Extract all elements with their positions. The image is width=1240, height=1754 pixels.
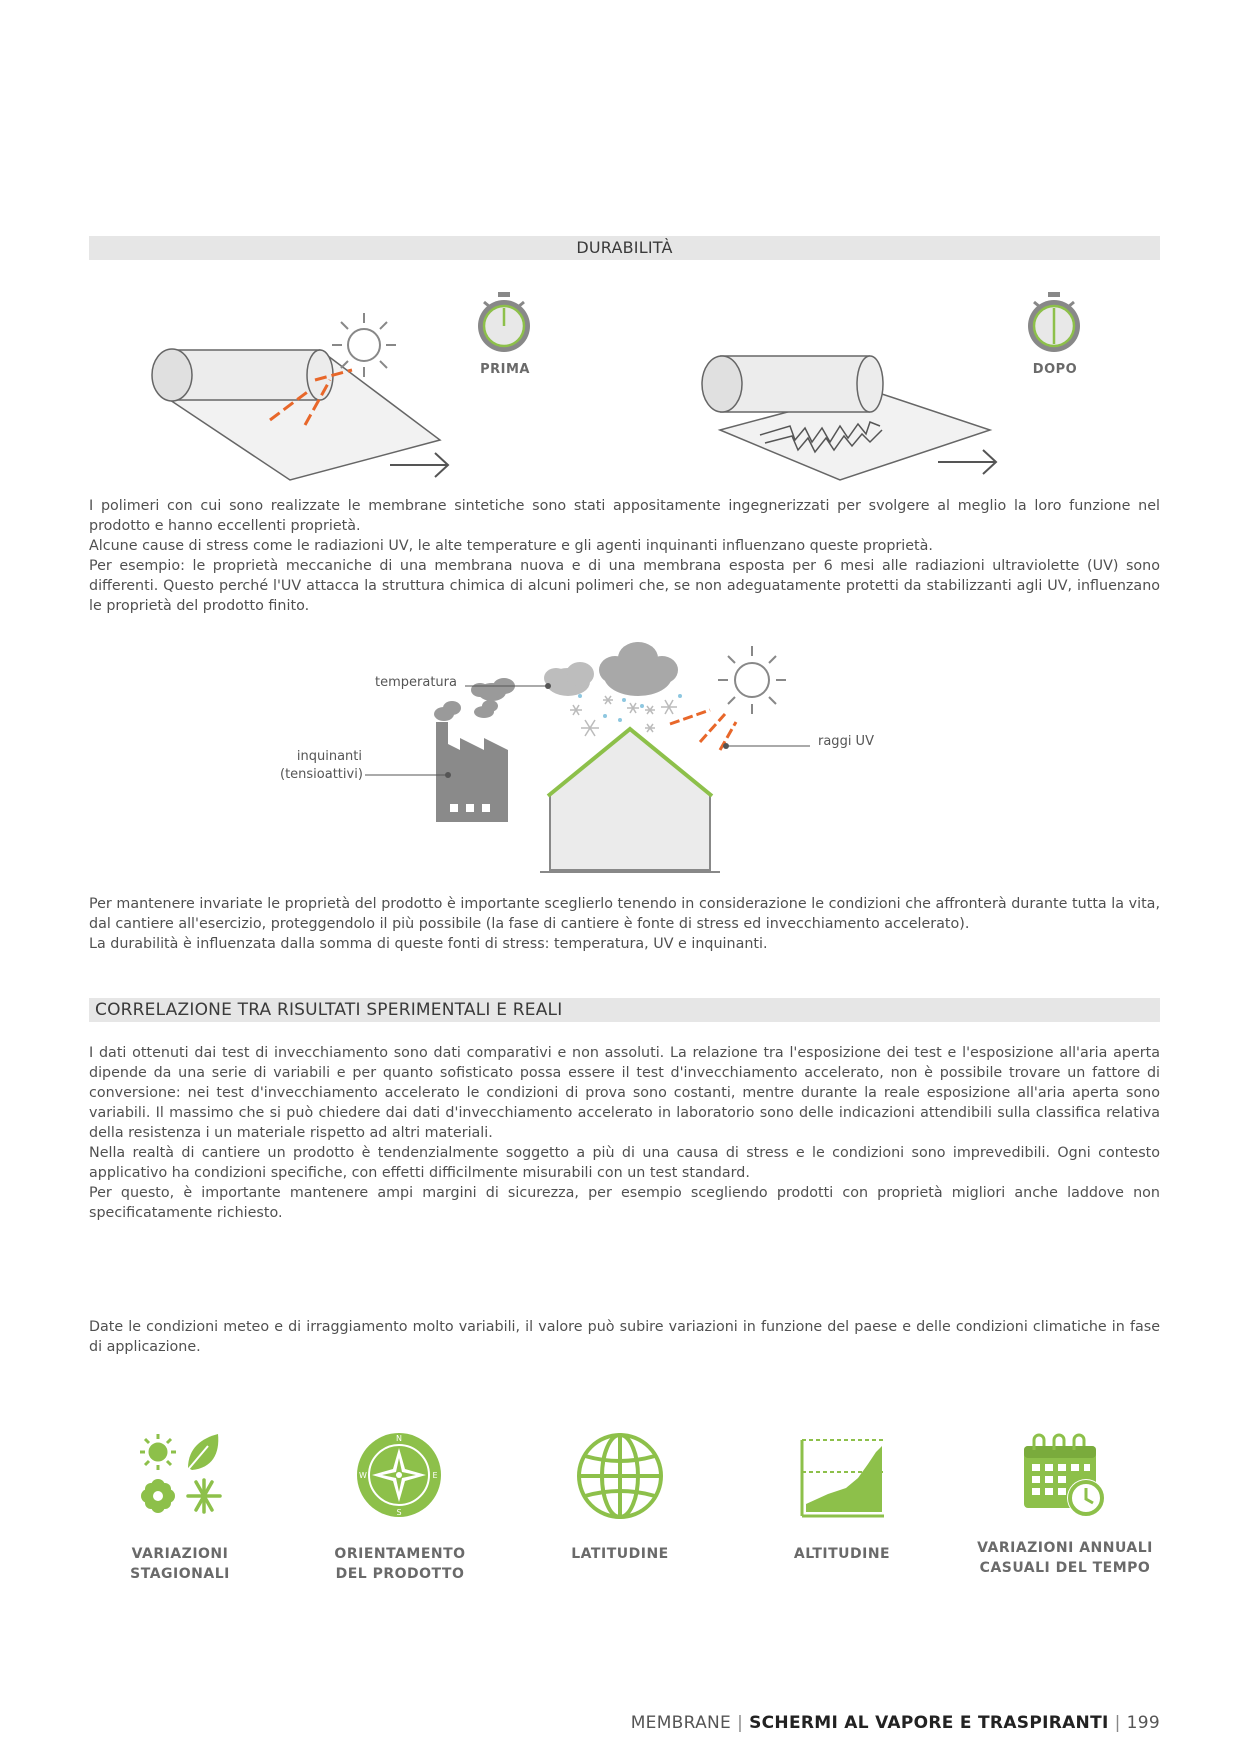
label-line: ORIENTAMENTO [334,1546,466,1562]
temperature-label: temperatura [375,675,457,690]
label-line: STAGIONALI [130,1566,230,1582]
durability-text [89,496,1160,616]
paragraph: I polimeri con cui sono realizzate le membrane sintetiche sono stati appositamente ingegnerizzati per svolgere al meglio la loro funzione nel prodotto e hanno eccellenti proprietà. [89,498,1160,534]
maintenance-text [89,894,1160,954]
label-line: LATITUDINE [571,1546,669,1562]
altitude-chart-icon [800,1438,886,1518]
compass-e: E [432,1471,438,1480]
pollutants-label-line2: (tensioattivi) [280,767,363,782]
paragraph: Per questo, è importante mantenere ampi margini di sicurezza, per esempio scegliendo prodotti con proprietà migliori anche laddove non specificatamente richiesto. [89,1185,1160,1221]
label-line: VARIAZIONI [131,1546,229,1562]
paragraph: Per esempio: le proprietà meccaniche di una membrana nuova e di una membrana esposta per 6 mesi alle radiazioni ultraviolette (UV) sono differenti. Questo perché l'UV attacca la struttura chimica di alcuni polimeri che, se non adeguatamente protetti da stabilizzanti agli UV, influenzano le proprietà del prodotto finito. [89,558,1160,614]
paragraph: I dati ottenuti dai test di invecchiamento sono dati comparativi e non assoluti. La relazione tra l'esposizione dei test e l'esposizione all'aria aperta dipende da una serie di variabili e per quanto sofisticato possa essere il test d'invecchiamento accelerato, non è possibile trovare un fattore di conversione: nei test d'invecchiamento accelerato le condizioni di prova sono costanti, mentre durante la reale esposizione all'aria aperta sono variabili. Il massimo che si può chiedere dai dati d'invecchiamento accelerato in laboratorio sono delle indicazioni attendibili sulla classifica relativa della resistenza i un materiale rispetto ad altri materiali. [89,1045,1160,1141]
footer-category: MEMBRANE [630,1713,732,1733]
cloud-icon [544,662,594,696]
latitude-label [540,1544,700,1564]
page-footer: MEMBRANE | SCHERMI AL VAPORE E TRASPIRANTI | 199 [630,1713,1160,1733]
paragraph: La durabilità è influenzata dalla somma di queste fonti di stress: temperatura, UV e inquinanti. [89,936,768,952]
compass-s: S [396,1508,402,1517]
label-line: DEL PRODOTTO [335,1566,465,1582]
compass-n: N [396,1434,402,1443]
compass-icon [356,1432,442,1518]
orientation-label [320,1544,480,1584]
label-line: CASUALI DEL TEMPO [979,1560,1151,1576]
paragraph: Date le condizioni meteo e di irraggiamento molto variabili, il valore può subire variazioni in funzione del paese e delle condizioni climatiche in fase di applicazione. [89,1319,1160,1355]
altitude-label [762,1544,922,1564]
annual-weather-variations-label [970,1538,1160,1578]
label-line: VARIAZIONI ANNUALI [977,1540,1153,1556]
page-number: 199 [1126,1713,1160,1733]
sun-icon [718,646,786,714]
footer-section: SCHERMI AL VAPORE E TRASPIRANTI [749,1713,1109,1733]
calendar-clock-icon [1020,1432,1108,1520]
compass-w: W [359,1471,367,1480]
label-line: ALTITUDINE [793,1546,891,1562]
sun-icon [332,313,396,377]
paragraph: Alcune cause di stress come le radiazioni UV, le alte temperature e gli agenti inquinanti influenzano queste proprietà. [89,538,933,554]
section-title-durability: DURABILITÀ [89,236,1160,260]
uv-label: raggi UV [818,734,874,749]
globe-icon [576,1432,664,1520]
paragraph: Per mantenere invariate le proprietà del prodotto è importante sceglierlo tenendo in considerazione le condizioni che affronterà durante tutta la vita, dal cantiere all'esercizio, proteggendolo il più possibile (la fase di cantiere è fonte di stress ed invecchiamento accelerato). [89,896,1160,932]
seasons-icon [136,1430,224,1518]
pollutants-label [280,748,362,784]
stopwatch-before-icon [476,290,532,354]
before-label: PRIMA [480,362,530,377]
section-title-correlation: CORRELAZIONE TRA RISULTATI SPERIMENTALI E REALI [89,998,1160,1022]
membrane-after-diagram [680,350,1010,480]
stopwatch-after-icon [1026,290,1082,354]
paragraph: Nella realtà di cantiere un prodotto è tendenzialmente soggetto a più di una causa di stress e le condizioni sono imprevedibili. Ogni contesto applicativo ha condizioni specifiche, con effetti difficilmente misurabili con un test standard. [89,1145,1160,1181]
weather-text [89,1317,1160,1357]
pollutants-label-line1: inquinanti [296,749,362,764]
correlation-text [89,1043,1160,1223]
seasonal-variations-label [100,1544,260,1584]
membrane-before-diagram [130,290,460,480]
cloud-icon [599,642,678,696]
after-label: DOPO [1032,362,1078,377]
